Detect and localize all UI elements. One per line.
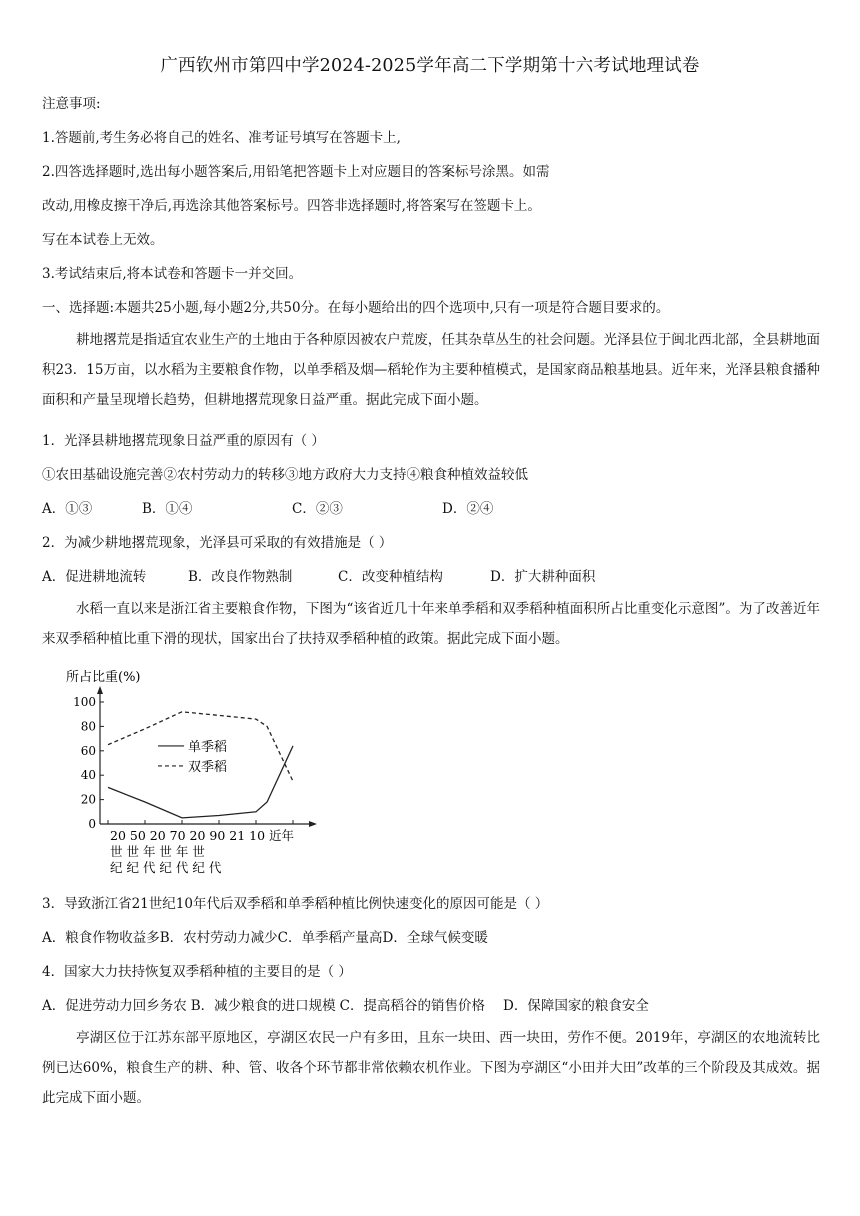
passage-3: [42, 1023, 820, 1113]
question-4-options: [42, 996, 820, 1016]
q3-option-b[interactable]: B．农村劳动力减少: [159, 930, 278, 946]
passage-2-text: 水稻一直以来是浙江省主要粮食作物，下图为“该省近几十年来单季稻和双季稻种植面积所占比重变化示意图”。为了改善近年来双季稻种植比重下滑的现状，国家出台了扶持双季稻种植的政策。据此完成下面小题。: [42, 601, 820, 647]
q4-option-d[interactable]: D．保障国家的粮食安全: [503, 998, 649, 1014]
chart-y-axis-label: 所占比重(%): [66, 670, 141, 685]
q2-option-c[interactable]: C．改变种植结构: [338, 569, 443, 585]
chart-x-tick-labels: [110, 828, 294, 875]
y-tick-label: 0: [88, 817, 96, 831]
series-line-single: [108, 746, 293, 818]
note-item-3: 3.考试结束后,将本试卷和答题卡一并交回。: [42, 266, 303, 282]
question-3-stem: 3．导致浙江省21世纪10年代后双季稻和单季稻种植比例快速变化的原因可能是（ ）: [42, 896, 549, 912]
q4-option-a[interactable]: A．促进劳动力回乡务农: [42, 998, 187, 1014]
passage-3-text: 亭湖区位于江苏东部平原地区，亭湖区农民一户有多田，且东一块田、西一块田，劳作不便。2019年，亭湖区的农地流转比例已达60%，粮食生产的耕、种、管、收各个环节都非常依赖农机作业。下图为亭湖区“小田并大田”改革的三个阶段及其成效。据此完成下面小题。: [42, 1030, 820, 1106]
question-2-options: [42, 567, 820, 587]
note-item-2-cont: 改动,用橡皮擦干净后,再选涂其他答案标号。四答非选择题时,将答案写在签题卡上。: [42, 198, 541, 214]
x-axis-arrow: [309, 821, 317, 827]
q2-option-d[interactable]: D．扩大耕种面积: [490, 569, 596, 585]
legend-label: 双季稻: [188, 759, 228, 775]
passage-1-text: 耕地撂荒是指适宜农业生产的土地由于各种原因被农户荒废，任其杂草丛生的社会问题。光泽县位于闽北西北部，全县耕地面积23．15万亩，以水稻为主要粮食作物，以单季稻及烟—稻轮作为主要种植模式，是国家商品粮基地县。近年来，光泽县粮食播种面积和产量呈现增长趋势，但耕地撂荒现象日益严重。据此完成下面小题。: [42, 332, 820, 408]
q2-option-a[interactable]: A．促进耕地流转: [42, 569, 147, 585]
legend-label: 单季稻: [188, 739, 228, 755]
chart-y-axis: [73, 686, 104, 831]
chart-x-axis: [100, 820, 317, 827]
x-tick-row-1: 20 50 20 70 20 90 21 10 近年: [110, 828, 295, 843]
question-1-statements: ①农田基础设施完善②农村劳动力的转移③地方政府大力支持④粮食种植效益较低: [42, 467, 528, 483]
question-2-stem: 2．为减少耕地撂荒现象，光泽县可采取的有效措施是（ ）: [42, 535, 393, 551]
y-tick-label: 60: [80, 743, 96, 758]
note-item-2: 2.四答选择题时,选出每小题答案后,用铅笔把答题卡上对应题目的答案标号涂黑。如需: [42, 164, 550, 180]
notes-heading: 注意事项:: [42, 96, 101, 112]
section-heading: 一、选择题:本题共25小题,每小题2分,共50分。在每小题给出的四个选项中,只有一项是符合题目要求的。: [42, 300, 670, 316]
question-3-options: [42, 928, 820, 948]
passage-2: [42, 594, 820, 654]
y-tick-label: 80: [80, 719, 96, 734]
question-4-stem: 4．国家大力扶持恢复双季稻种植的主要目的是（ ）: [42, 964, 352, 980]
q1-option-d[interactable]: D．②④: [442, 501, 494, 517]
q1-option-c[interactable]: C．②③: [292, 501, 343, 517]
note-item-2-end: 写在本试卷上无效。: [42, 232, 164, 248]
question-1-stem: 1．光泽县耕地撂荒现象日益严重的原因有（ ）: [42, 433, 325, 449]
exam-title: 广西钦州市第四中学2024-2025学年高二下学期第十六考试地理试卷: [160, 56, 700, 76]
q3-option-d[interactable]: D．全球气候变暖: [382, 930, 488, 946]
q3-option-c[interactable]: C．单季稻产量高: [277, 930, 383, 946]
x-tick-row-3: 纪 纪 代 纪 代 纪 代: [110, 860, 222, 875]
y-tick-label: 20: [80, 792, 96, 807]
question-1-options: [42, 499, 820, 519]
y-tick-label: 40: [80, 768, 96, 783]
y-axis-arrow: [97, 686, 103, 694]
q3-option-a[interactable]: A．粮食作物收益多: [42, 930, 160, 946]
y-tick-label: 100: [73, 695, 96, 709]
note-item-1: 1.答题前,考生务必将自己的姓名、准考证号填写在答题卡上,: [42, 130, 401, 146]
rice-share-line-chart: [60, 664, 330, 884]
q4-option-b[interactable]: B．减少粮食的进口规模: [190, 998, 336, 1014]
passage-1: [42, 325, 820, 415]
chart-legend: [158, 740, 227, 775]
q1-option-b[interactable]: B．①④: [142, 501, 193, 517]
q2-option-b[interactable]: B．改良作物熟制: [188, 569, 293, 585]
q4-option-c[interactable]: C．提高稻谷的销售价格: [339, 998, 486, 1014]
q1-option-a[interactable]: A．①③: [42, 501, 93, 517]
x-tick-row-2: 世 世 年 世 年 世: [110, 844, 205, 859]
